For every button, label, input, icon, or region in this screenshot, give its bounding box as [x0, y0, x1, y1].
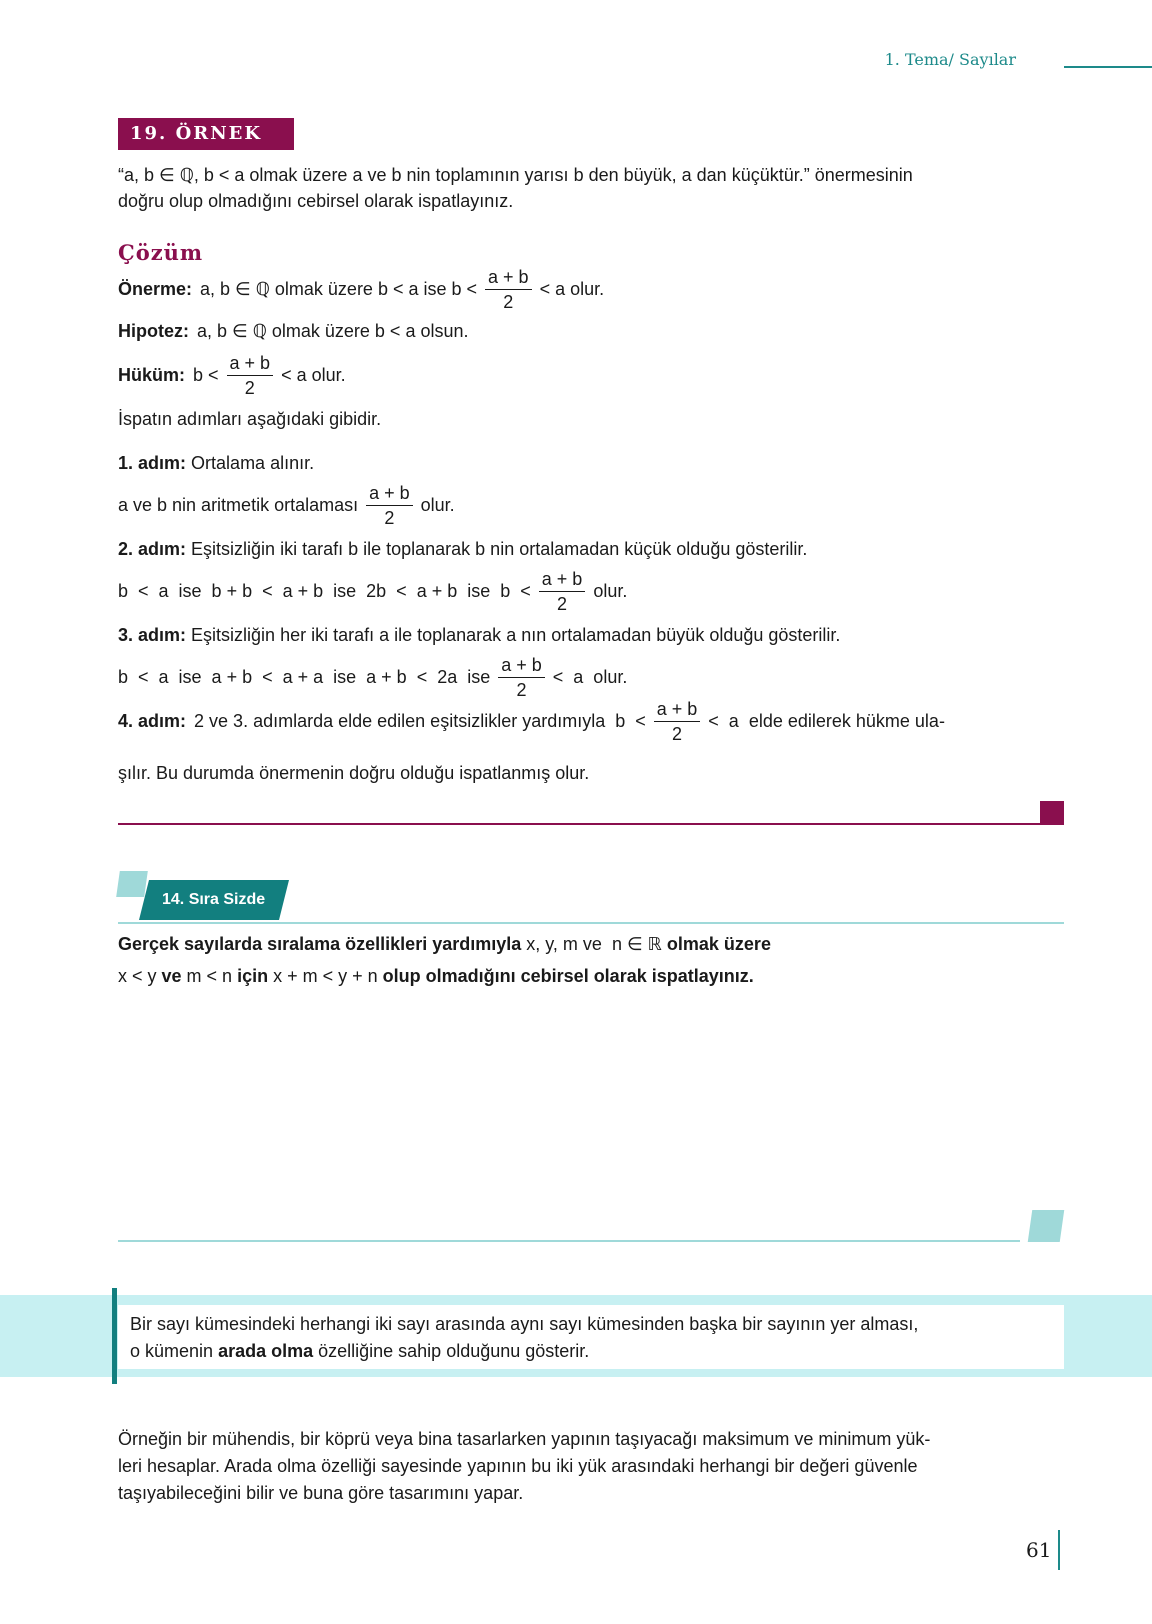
sira-sizde-square [116, 871, 148, 897]
info-post: özelliğine sahip olduğunu gösterir. [313, 1341, 590, 1361]
fraction-denominator: 2 [672, 723, 683, 744]
info-accent-bar [112, 1288, 117, 1384]
example-tag: 19. ÖRNEK [118, 118, 294, 150]
task-bold: için [237, 966, 269, 986]
hipotez-label: Hipotez: [118, 320, 189, 341]
fraction-denominator: 2 [503, 291, 514, 312]
onerme-text: a, b ∈ ℚ olmak üzere b < a ise b < [200, 278, 478, 299]
fraction [498, 655, 545, 700]
hipotez-text: a, b ∈ ℚ olmak üzere b < a olsun. [197, 320, 469, 341]
task-math: m < n [181, 966, 238, 986]
hipotez-line [118, 306, 469, 356]
task-line-1 [118, 928, 1064, 960]
example-paragraph-line: taşıyabileceğini bilir ve buna göre tasarımını yapar. [118, 1483, 524, 1503]
step-4-after: < a elde edilerek hükme ula- [708, 710, 945, 731]
step-4-label: 4. adım: [118, 710, 187, 731]
header-rule [1064, 66, 1152, 68]
onerme-label: Önerme: [118, 278, 193, 299]
step-2-text: Eşitsizliğin iki tarafı b ile toplanarak b nin ortalamadan küçük olduğu gösterilir. [191, 539, 808, 559]
example-paragraph-line: leri hesaplar. Arada olma özelliği sayesinde yapının bu iki yük arasındaki herhangi bir değeri güvenle [118, 1456, 918, 1476]
step-2-expr-text: b < a ise b + b < a + b ise 2b < a + b ise b < [118, 580, 531, 601]
fraction [227, 353, 274, 398]
task-bold: olup olmadığını cebirsel olarak ispatlayınız. [382, 966, 754, 986]
task-bold: olmak üzere [666, 934, 771, 954]
sira-sizde-tag [139, 880, 289, 920]
step-3-text: Eşitsizliğin her iki tarafı a ile toplanarak a nın ortalamadan büyük olduğu gösterilir. [191, 625, 841, 645]
hukum-line [118, 350, 346, 400]
step-1-text: Ortalama alınır. [191, 453, 315, 473]
fraction-denominator: 2 [244, 377, 255, 398]
step-3-label: 3. adım: [118, 625, 187, 645]
answer-area-rule [118, 1240, 1020, 1242]
info-box [118, 1305, 1064, 1369]
info-line-1: Bir sayı kümesindeki herhangi iki sayı arasında aynı sayı kümesinden başka bir sayının yer alması, [130, 1314, 919, 1334]
page-number: 61 [1026, 1538, 1052, 1562]
fraction-numerator: a + b [539, 569, 586, 592]
step-3-line [118, 622, 1064, 648]
example-statement-line-2: doğru olup olmadığını cebirsel olarak ispatlayınız. [118, 191, 514, 211]
info-line-2 [130, 1338, 1052, 1365]
step-2-line [118, 536, 1064, 562]
breadcrumb: 1. Tema/ Sayılar [884, 50, 1016, 69]
step-3-expr-text: b < a ise a + b < a + a ise a + b < 2a ise [118, 666, 491, 687]
fraction-numerator: a + b [366, 483, 413, 506]
task-math: x + m < y + n [268, 966, 383, 986]
hukum-label: Hüküm: [118, 364, 185, 385]
fraction-denominator: 2 [384, 507, 395, 528]
step-1-expression [118, 480, 455, 530]
fraction [485, 267, 532, 312]
example-statement-line-1: “a, b ∈ ℚ, b < a olmak üzere a ve b nin toplamının yarısı b den büyük, a dan küçüktür.” önermesinin [118, 165, 913, 185]
page-number-rule [1058, 1530, 1060, 1570]
task-line-2 [118, 960, 1064, 992]
answer-area-square [1028, 1210, 1064, 1242]
fraction-numerator: a + b [654, 699, 701, 722]
fraction-numerator: a + b [485, 267, 532, 290]
info-pre: o kümenin [130, 1341, 219, 1361]
fraction [366, 483, 413, 528]
step-2-expression [118, 566, 627, 616]
task-math: x < y [118, 966, 162, 986]
step-3-expression [118, 652, 627, 702]
info-bold: arada olma [218, 1341, 314, 1361]
fraction-denominator: 2 [557, 593, 568, 614]
steps-intro: İspatın adımları aşağıdaki gibidir. [118, 409, 382, 429]
step-1-expr-text: a ve b nin aritmetik ortalaması [118, 494, 359, 515]
example-end-square [1040, 801, 1064, 825]
sira-sizde-label: 14. Sıra Sizde [162, 891, 266, 908]
step-4-line-2: şılır. Bu durumda önermenin doğru olduğu ispatlanmış olur. [118, 763, 590, 783]
step-1-line [118, 450, 1064, 476]
example-end-rule [118, 823, 1040, 825]
solution-heading: Çözüm [118, 240, 204, 265]
fraction [539, 569, 586, 614]
onerme-after: < a olur. [539, 278, 605, 299]
task-bold: ve [161, 966, 182, 986]
fraction-numerator: a + b [227, 353, 274, 376]
example-statement [118, 162, 1064, 214]
example-paragraph-line: Örneğin bir mühendis, bir köprü veya bina tasarlarken yapının taşıyacağı maksimum ve minimum yük- [118, 1429, 931, 1449]
task-bold: Gerçek sayılarda sıralama özellikleri yardımıyla [118, 934, 522, 954]
fraction-denominator: 2 [516, 679, 527, 700]
step-2-after: olur. [593, 580, 628, 601]
step-1-after: olur. [420, 494, 455, 515]
step-2-label: 2. adım: [118, 539, 187, 559]
hukum-text: b < [193, 364, 219, 385]
sira-sizde-rule [118, 922, 1064, 924]
example-paragraph [118, 1426, 1064, 1507]
step-1-label: 1. adım: [118, 453, 187, 473]
hukum-after: < a olur. [281, 364, 346, 385]
task-math: x, y, m ve n ∈ ℝ [521, 934, 667, 954]
step-3-after: < a olur. [552, 666, 628, 687]
fraction [654, 699, 701, 744]
fraction-numerator: a + b [498, 655, 545, 678]
sira-sizde-task [118, 928, 1064, 992]
step-4-text: 2 ve 3. adımlarda elde edilen eşitsizlikler yardımıyla b < [194, 710, 646, 731]
step-4-line [118, 696, 945, 746]
